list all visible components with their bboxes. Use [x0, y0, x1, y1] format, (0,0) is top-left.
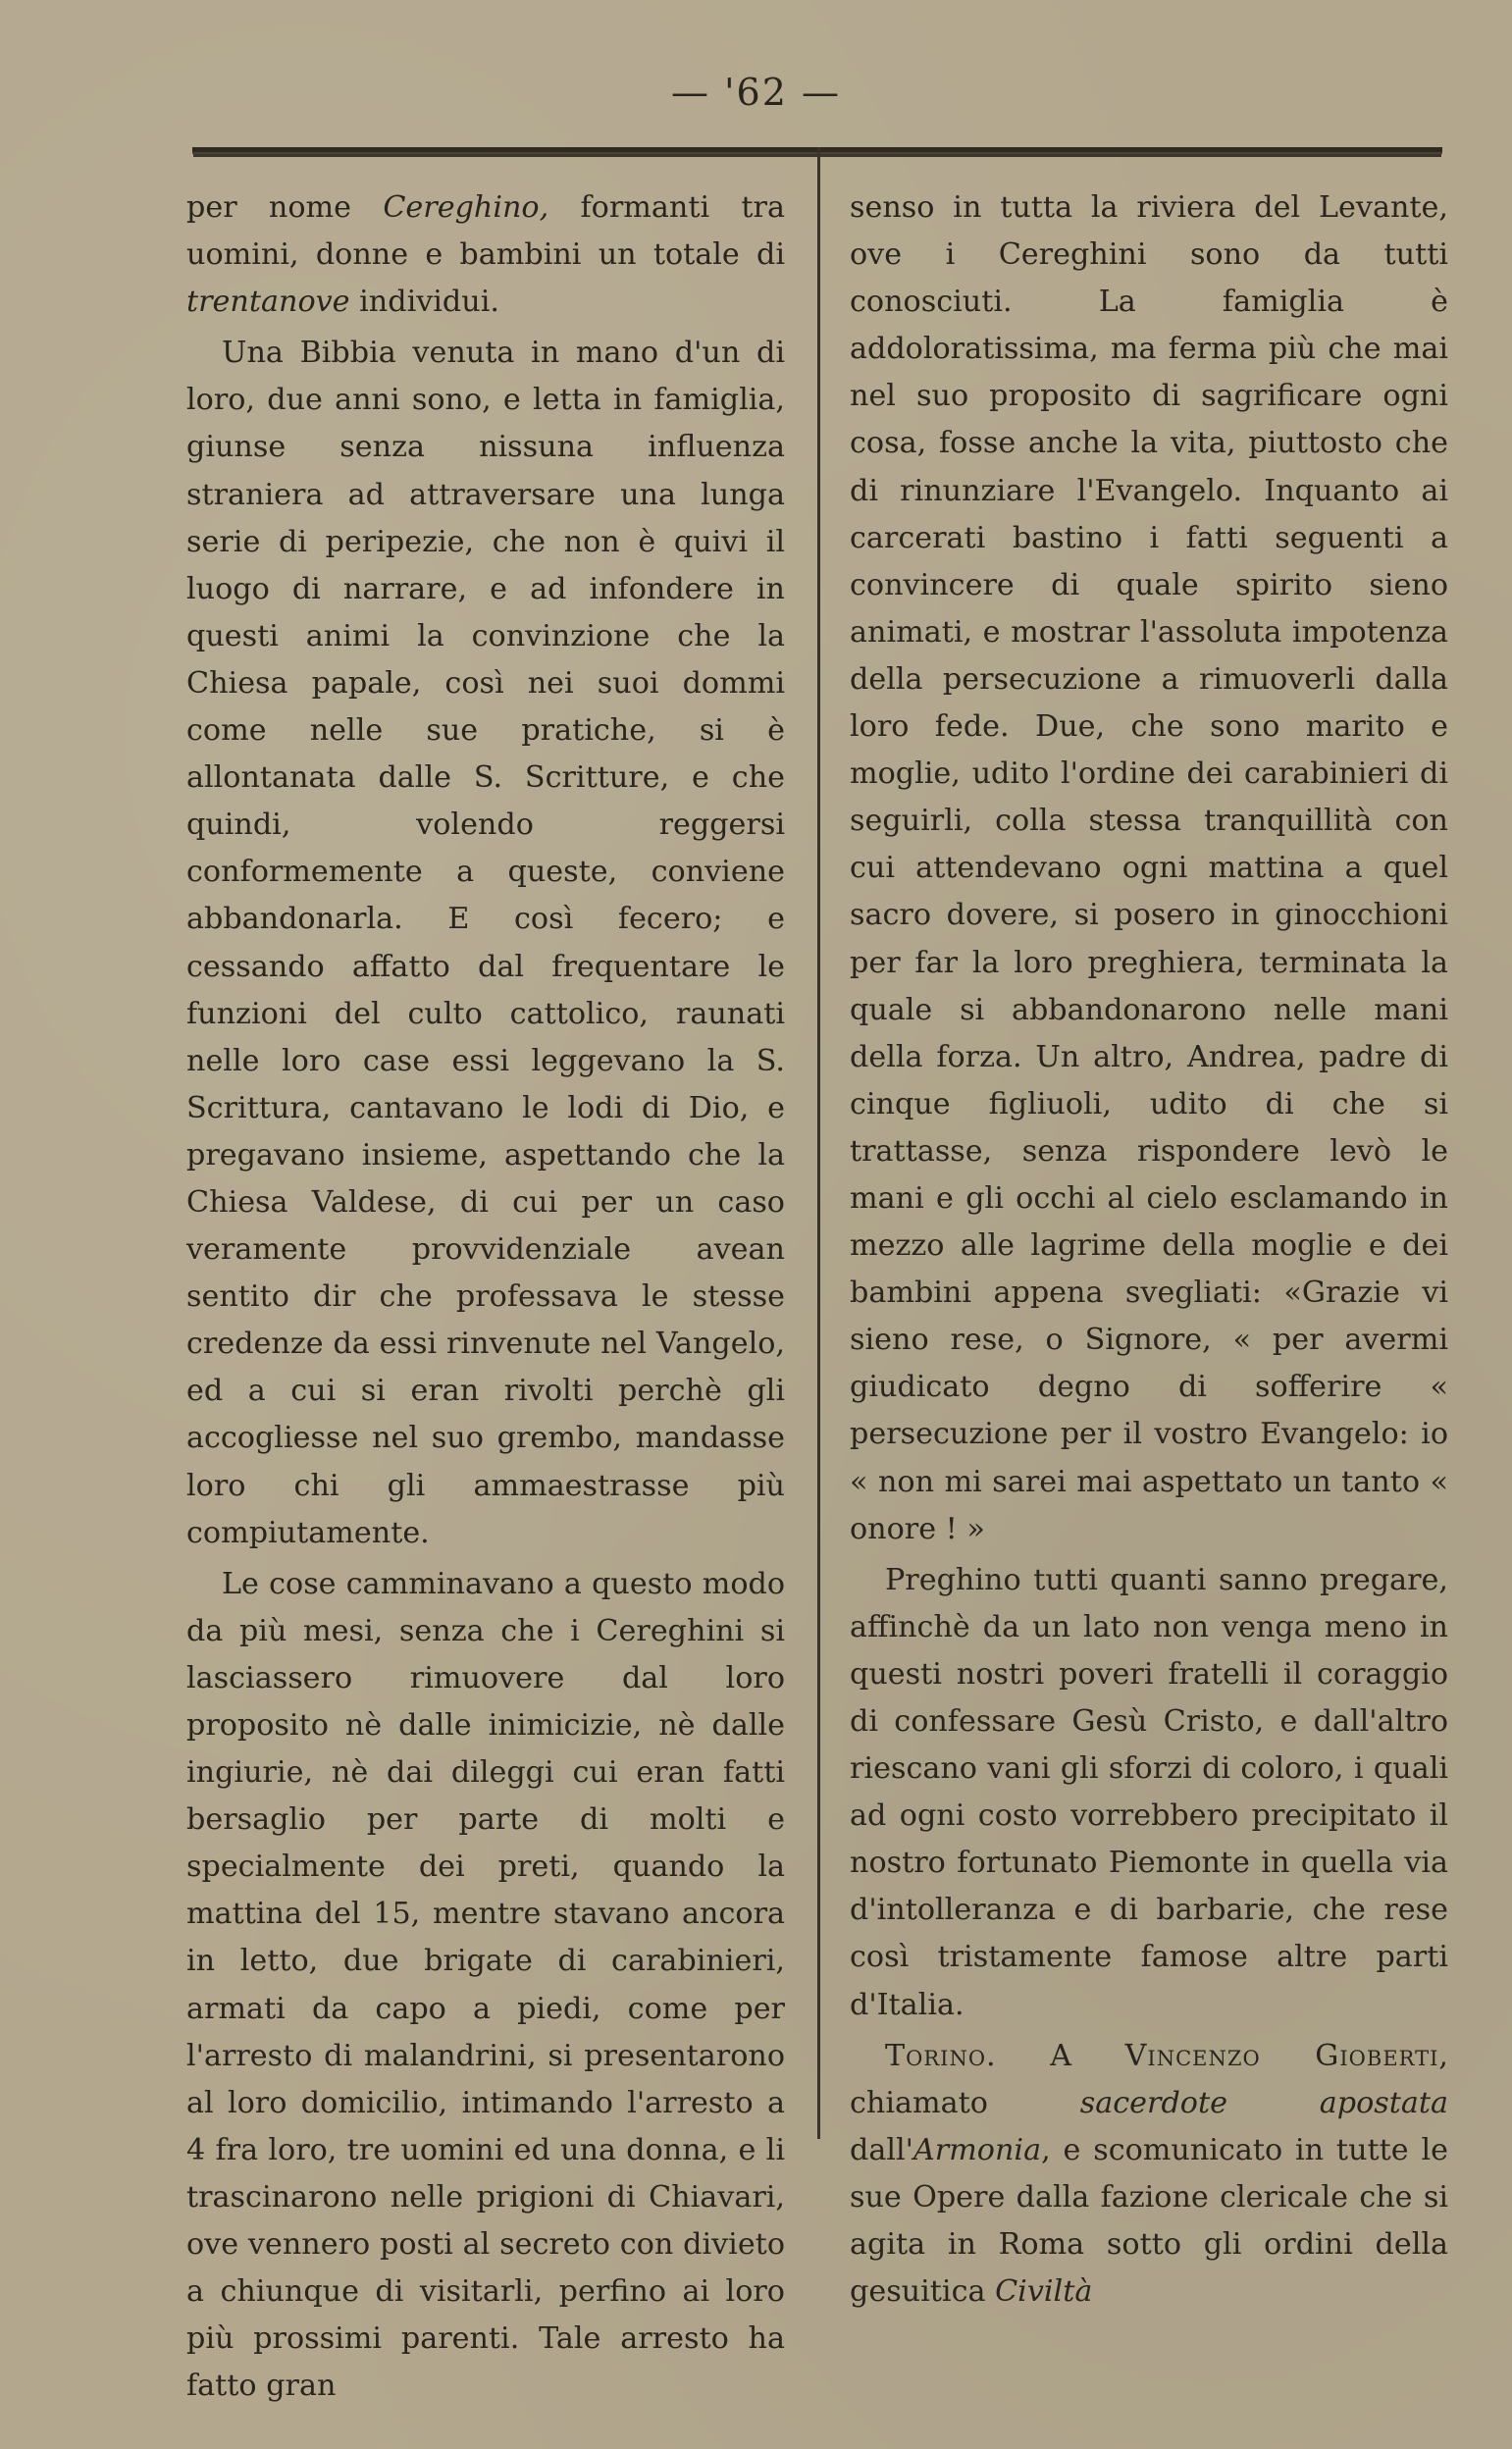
- left-paragraph-2: Una Bibbia venuta in mano d'un di loro, due anni sono, e letta in famiglia, giunse senza nissuna influenza straniera ad attraversare una lunga serie di peripezie, che non è quivi il luogo di narrare, e ad infondere in questi animi la convinzione che la Chiesa papale, così nei suoi dommi come nelle sue pratiche, si è allontanata dalle S. Scritture, e che quindi, volendo reggersi conformemente a queste, conviene abbandonarla. E così fecero; e cessando affatto dal frequentare le funzioni del culto cattolico, raunati nelle loro case essi leggevano la S. Scrittura, cantavano le lodi di Dio, e pregavano insieme, aspettando che la Chiesa Valdese, di cui per un caso veramente provvidenziale avean sentito dir che professava le stesse credenze da essi rinvenute nel Vangelo, ed a cui si eran rivolti perchè gli accogliesse nel suo grembo, mandasse loro chi gli ammaestrasse più compiutamente.: [186, 336, 785, 1550]
- text-run: individui.: [349, 285, 499, 320]
- italic-name: Cereghino,: [383, 190, 549, 225]
- right-paragraph-1: senso in tutta la riviera del Levante, ove i Cereghini sono da tutti conosciuti. La famiglia è addoloratissima, ma ferma più che mai nel suo proposito di sagrificare ogni cosa, fosse anche la vita, piuttosto che di rinunziare l'Evangelo. Inquanto ai carcerati bastino i fatti seguenti a convincere di quale spirito sieno animati, e mostrar l'assoluta impotenza della persecuzione a rimuoverli dalla loro fede. Due, che sono marito e moglie, udito l'ordine dei carabinieri di seguirli, colla stessa tranquillità con cui attendevano ogni mattina a quel sacro dovere, si posero in ginocchioni per far la loro preghiera, terminata la quale si abbandonarono nelle mani della forza. Un altro, Andrea, padre di cinque figliuoli, udito di che si trattasse, senza rispondere levò le mani e gli occhi al cielo esclamando in mezzo alle lagrime della moglie e dei bambini appena svegliati: «Grazie vi sieno rese, o Signore, « per avermi giudicato degno di sofferire « persecuzione per il vostro Evangelo: io « non mi sarei mai aspettato un tanto « onore ! »: [850, 190, 1448, 1546]
- text-run: dall': [850, 2132, 913, 2167]
- text-run: , e scomunicato in tutte le sue Opere dalla fazione clericale che si agita in Roma sotto gli ordini della gesuitica: [850, 2132, 1448, 2310]
- right-paragraph-3: [850, 2033, 1448, 2317]
- text-run: , chiamato: [850, 2038, 1448, 2120]
- text-run: A: [996, 2038, 1125, 2073]
- page-number: — '62 —: [671, 71, 841, 114]
- text-run: per nome: [186, 190, 384, 225]
- person-name: Vincenzo Gioberti: [1124, 2038, 1439, 2073]
- right-column: [850, 184, 1448, 2316]
- italic-number: trentanove: [186, 285, 350, 320]
- left-column: [186, 184, 785, 2410]
- column-divider: [817, 147, 820, 2139]
- left-paragraph-3: Le cose camminavano a questo modo da più mesi, senza che i Cereghini si lasciassero rimuovere dal loro proposito nè dalle inimicizie, nè dalle ingiurie, nè dai dileggi cui eran fatti bersaglio per parte di molti e specialmente dei preti, quando la mattina del 15, mentre stavano ancora in letto, due brigate di carabinieri, armati da capo a piedi, come per l'arresto di malandrini, si presentarono al loro domicilio, intimando l'arresto a 4 fra loro, tre uomini ed una donna, e li trascinarono nelle prigioni di Chiavari, ove vennero posti al secreto con divieto a chiunque di visitarli, perfino ai loro più prossimi parenti. Tale arresto ha fatto gran: [186, 1566, 785, 2404]
- italic-journal: Armonia: [912, 2132, 1042, 2167]
- italic-journal: Civiltà: [995, 2274, 1093, 2310]
- place-name: Torino.: [885, 2038, 997, 2073]
- right-paragraph-2: Preghino tutti quanti sanno pregare, affinchè da un lato non venga meno in questi nostri poveri fratelli il coraggio di confessare Gesù Cristo, e dall'altro riescano vani gli sforzi di coloro, i quali ad ogni costo vorrebbero precipitato il nostro fortunato Piemonte in quella via d'intolleranza e di barbarie, che rese così tristamente famose altre parti d'Italia.: [850, 1562, 1448, 2022]
- left-paragraph-1: [186, 184, 785, 326]
- text-run: formanti tra uomini, donne e bambini un totale di: [186, 190, 785, 273]
- italic-phrase: sacerdote apostata: [1079, 2085, 1448, 2120]
